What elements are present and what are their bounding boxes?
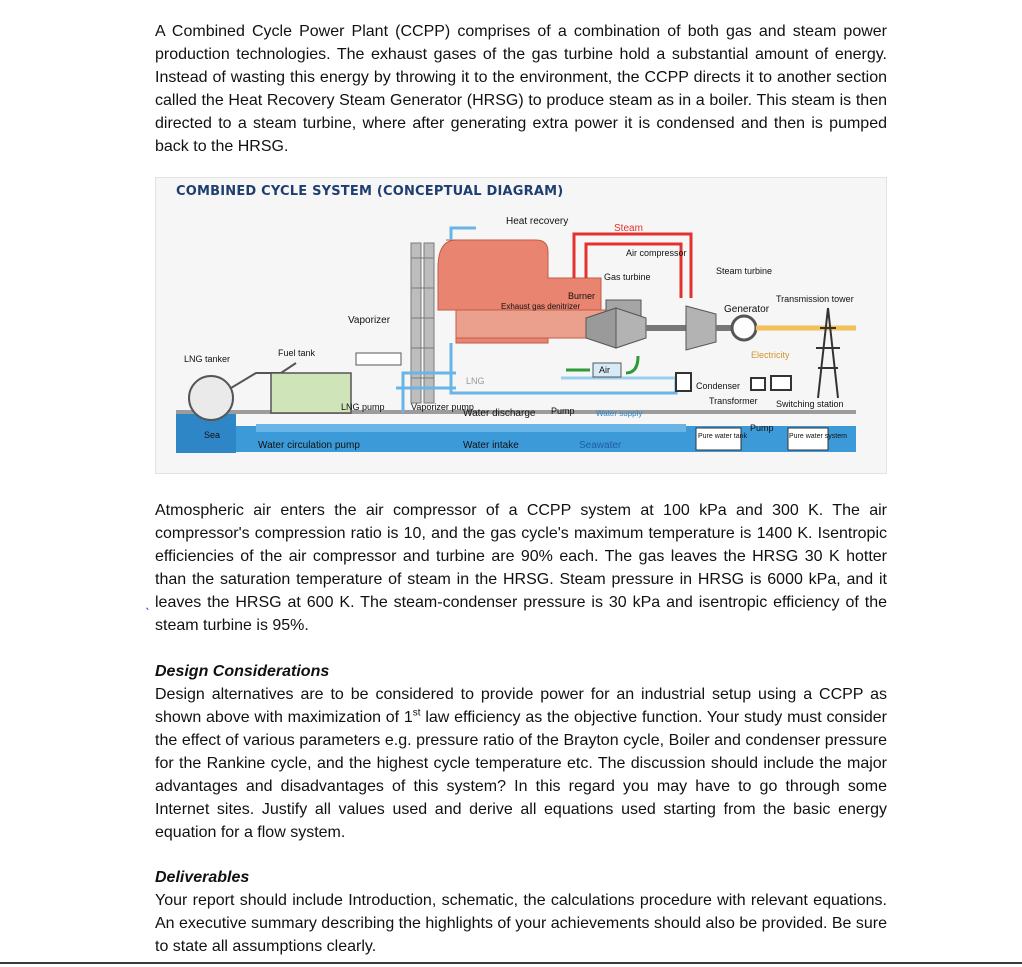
air-curve-arrow <box>626 356 638 373</box>
deliverables-paragraph: Your report should include Introduction, schematic, the calculations procedure with relevant equations. An executive summary describing the highlights of your achievements should also be provided. Be sure to state all assumptions clearly. <box>155 892 887 955</box>
label-steam-turbine: Steam turbine <box>716 266 773 276</box>
design-sup: st <box>412 707 421 719</box>
water-intake-channel <box>256 424 686 432</box>
margin-marker: ˎ <box>145 594 151 611</box>
label-lng-tanker: LNG tanker <box>184 354 231 364</box>
label-condenser: Condenser <box>696 381 741 391</box>
transformer-box <box>751 378 765 390</box>
label-pump-mid: Pump <box>551 406 575 416</box>
label-water-supply: Water supply <box>596 409 643 418</box>
transmission-tower <box>816 308 840 398</box>
bottom-rule <box>0 962 1022 964</box>
label-transformer: Transformer <box>709 396 758 406</box>
problem-text-1: Atmospheric air enters the air compressor of a CCPP system at 100 kPa and 300 K. The air compressor's compression ratio is 10, and the gas cycle's maximum temperature is 1400 K. Isentropic efficiencies of the air compressor and turbine are 90% each. The gas leaves the HRSG 30 K hotter than the saturation temperature of steam in the HRSG. Steam pressure in HRSG is <box>155 502 887 588</box>
label-heat-recovery: Heat recovery <box>506 216 569 227</box>
label-switching-station: Switching station <box>776 399 844 409</box>
fuel-tank <box>271 373 351 413</box>
label-lng-pump: LNG pump <box>341 402 385 412</box>
problem-text-2: 6000 kPa, and it leaves the HRSG at 600 K. The steam-condenser pressure is 30 kPa and isentropic efficiency of the steam turbine is 95%. <box>155 571 887 634</box>
combined-cycle-figure <box>155 177 887 474</box>
label-pure-water-tank: Pure water tank <box>698 433 748 440</box>
hrsg-duct-lower <box>456 310 606 338</box>
shaft <box>646 325 686 331</box>
stack-left <box>411 243 421 403</box>
steam-turbine-shape <box>686 306 716 350</box>
label-exhaust-gas-denitrizer: Exhaust gas denitrizer <box>501 302 581 311</box>
label-water-intake: Water intake <box>463 440 519 451</box>
lng-tanker <box>189 376 233 420</box>
stack-right <box>424 243 434 403</box>
condenser <box>676 373 691 391</box>
label-water-discharge: Water discharge <box>463 408 536 419</box>
figure-title: COMBINED CYCLE SYSTEM (CONCEPTUAL DIAGRAM) <box>176 184 564 199</box>
problem-paragraph <box>145 499 887 637</box>
vaporizer-unit <box>356 353 401 365</box>
label-electricity: Electricity <box>751 350 790 360</box>
label-burner: Burner <box>568 291 596 301</box>
design-paragraph <box>155 683 887 844</box>
label-gas-turbine: Gas turbine <box>604 272 651 282</box>
generator <box>732 316 756 340</box>
deliverables-heading: Deliverables <box>155 869 250 886</box>
label-air-compressor: Air compressor <box>626 248 687 258</box>
label-air: Air <box>599 365 610 375</box>
intro-paragraph: A Combined Cycle Power Plant (CCPP) comprises of a combination of both gas and steam power production technologies. The exhaust gases of the gas turbine hold a substantial amount of energy. Instead of wasting this energy by throwing it to the environment, the CCPP directs it to another section called the Heat Recovery Steam Generator (HRSG) to produce steam as in a boiler. This steam is then directed to a steam turbine, where after generating extra power it is condensed and then is pumped back to the HRSG. <box>155 23 887 155</box>
label-seawater: Seawater <box>579 440 622 451</box>
label-vaporizer-top: Vaporizer <box>348 315 391 326</box>
combined-cycle-diagram <box>156 178 886 473</box>
label-fuel-tank: Fuel tank <box>278 348 316 358</box>
switching-station-box <box>771 376 791 390</box>
label-steam: Steam <box>614 223 643 234</box>
label-generator: Generator <box>724 304 770 315</box>
design-text-2: law efficiency as the objective function. Your study must consider the effect of various parameters e.g. pressure ratio of the Brayton cycle, Boiler and condenser pressure for the Rankine cycle, and the highest cycle temperature etc. The discussion should include the major advantages and disadvantages of this system? In this regard you may have to go through some Internet sites. Justify all values used and derive all equations used starting from the basic energy equation for a flow system. <box>155 709 887 841</box>
label-transmission-tower: Transmission tower <box>776 294 854 304</box>
label-pump-right: Pump <box>750 423 774 433</box>
label-lng: LNG <box>466 376 485 386</box>
label-sea: Sea <box>204 430 221 440</box>
design-heading: Design Considerations <box>155 663 330 680</box>
design-text-1: Design alternatives are to be considered to provide power for an industrial setup using a CCPP as shown above with maximization of 1 <box>155 686 887 726</box>
label-water-circulation-pump: Water circulation pump <box>258 440 360 451</box>
label-pure-water-system: Pure water system <box>789 433 847 440</box>
label-vaporizer-pump: Vaporizer pump <box>411 402 474 412</box>
